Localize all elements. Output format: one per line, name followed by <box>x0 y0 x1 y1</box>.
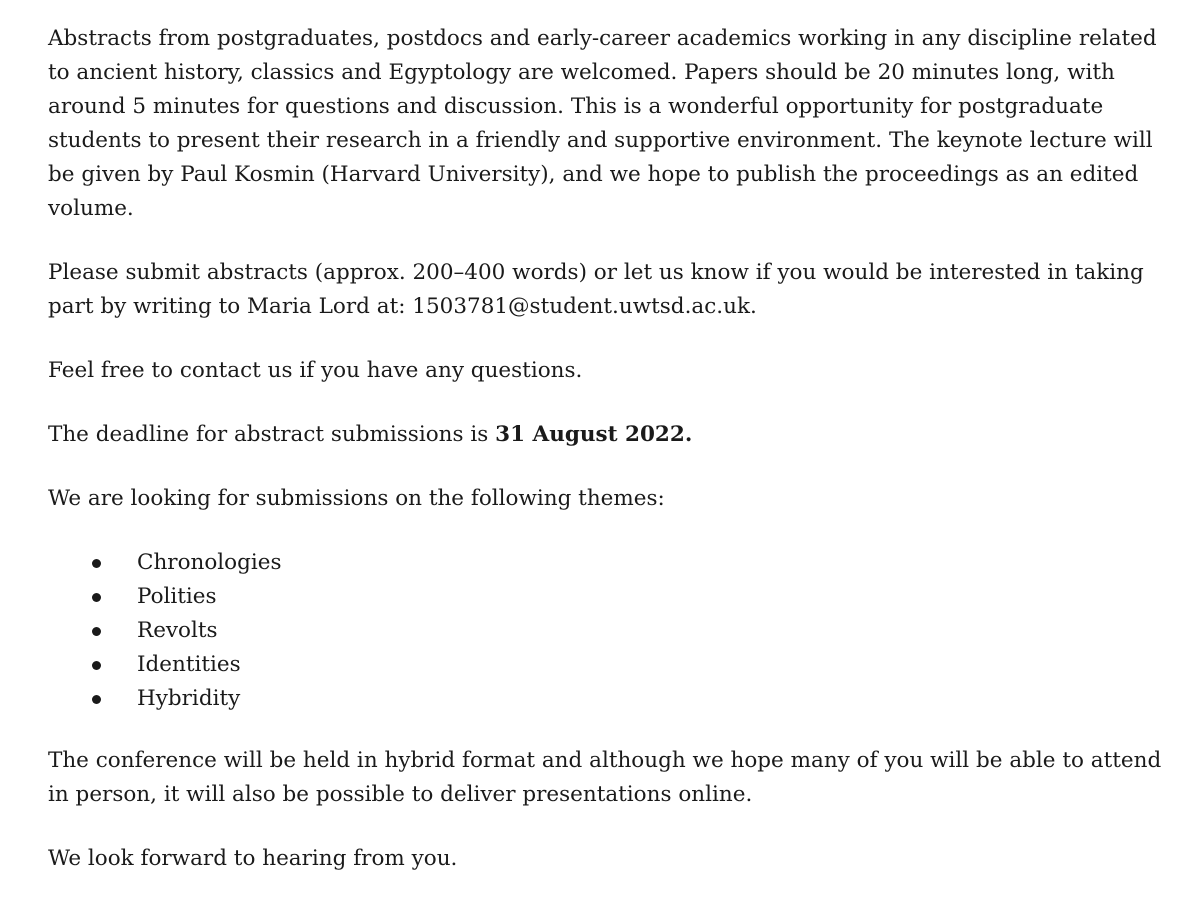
submission-paragraph <box>48 256 1173 324</box>
document-body <box>48 22 1173 906</box>
list-item <box>48 648 1173 682</box>
closing-paragraph: We look forward to hearing from you. <box>48 846 458 871</box>
list-item <box>48 614 1173 648</box>
bullet-icon <box>92 559 101 568</box>
intro-paragraph: Abstracts from postgraduates, postdocs and early-career academics working in any discipline related to ancient history, classics and Egyptology are welcomed. Papers should be 20 minutes long, with around 5 minutes for questions and discussion. This is a wonderful opportunity for postgraduate students to present their research in a friendly and supportive environment. The keynote lecture will be given by Paul Kosmin (Harvard University), and we hope to publish the proceedings as an edited volume. <box>48 26 1157 221</box>
bullet-icon <box>92 661 101 670</box>
bullet-icon <box>92 593 101 602</box>
bullet-icon <box>92 695 101 704</box>
theme-label: Identities <box>137 652 241 677</box>
submission-text: Please submit abstracts (approx. 200–400 words) or let us know if you would be interested in taking part by writing to Maria Lord at: <box>48 260 1144 319</box>
bullet-icon <box>92 627 101 636</box>
list-item <box>48 682 1173 716</box>
contact-email-link[interactable]: 1503781@student.uwtsd.ac.uk <box>412 294 750 319</box>
contact-paragraph: Feel free to contact us if you have any questions. <box>48 358 583 383</box>
submission-end: . <box>749 294 757 319</box>
list-item <box>48 580 1173 614</box>
theme-label: Polities <box>137 584 217 609</box>
format-paragraph: The conference will be held in hybrid format and although we hope many of you will be able to attend in person, it will also be possible to deliver presentations online. <box>48 748 1162 807</box>
themes-list <box>48 546 1173 716</box>
theme-label: Hybridity <box>137 686 241 711</box>
deadline-text: The deadline for abstract submissions is <box>48 422 496 447</box>
themes-intro: We are looking for submissions on the following themes: <box>48 486 665 511</box>
theme-label: Revolts <box>137 618 218 643</box>
deadline-paragraph <box>48 418 1173 452</box>
list-item <box>48 546 1173 580</box>
deadline-date: 31 August 2022. <box>495 422 693 447</box>
theme-label: Chronologies <box>137 550 282 575</box>
